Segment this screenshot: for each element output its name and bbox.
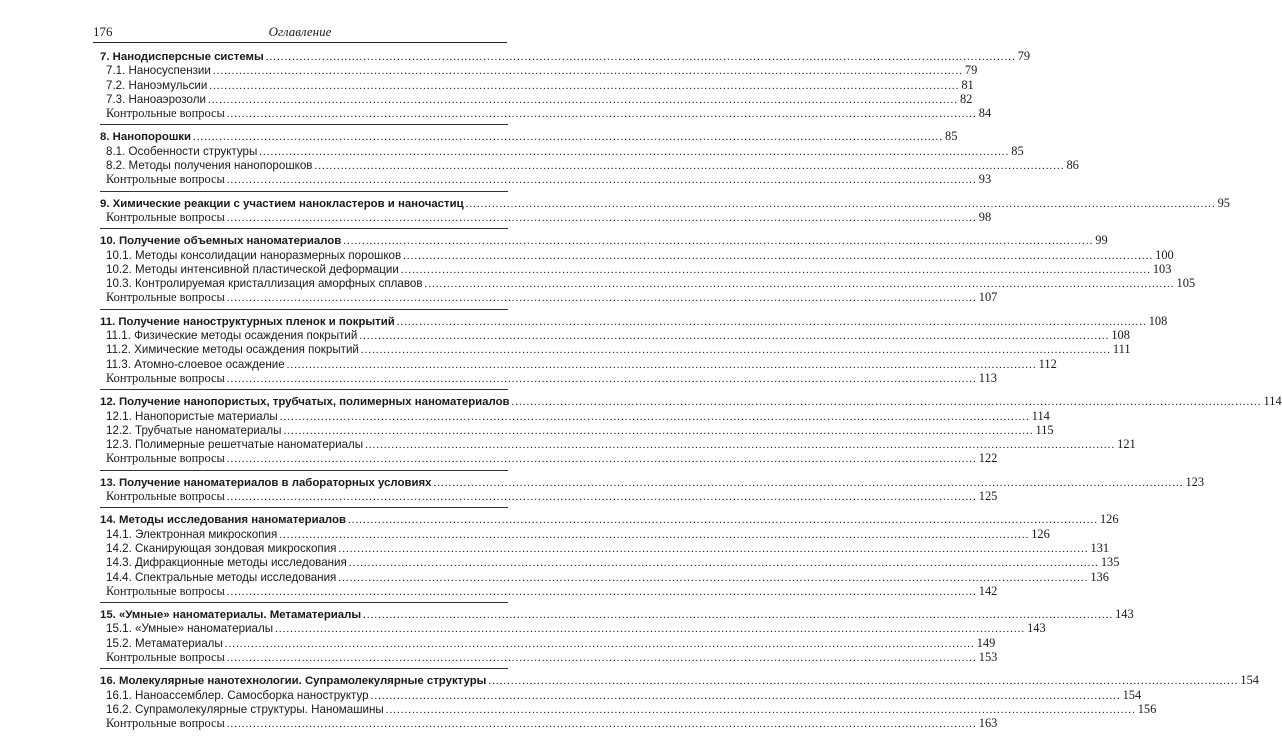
subsection-entry [100, 635, 996, 650]
review-questions-entry-page: 153 [978, 649, 998, 664]
subsection-entry-page: 86 [1066, 158, 1079, 173]
chapter-entry-page: 79 [1017, 49, 1031, 63]
dot-leader [425, 277, 1175, 291]
subsection-entry-label: 11.1. Физические методы осаждения покрытий [106, 329, 358, 343]
subsection-entry-label: 8.1. Особенности структуры [106, 144, 258, 158]
subsection-entry-label: 12.1. Нанопористые материалы [106, 409, 278, 423]
dot-leader [359, 329, 1109, 343]
subsection-entry-label: 14.4. Спектральные методы исследования [106, 570, 337, 584]
subsection-entry [100, 437, 1136, 452]
subsection-entry [100, 621, 1046, 636]
review-questions-entry-label: Контрольные вопросы [106, 209, 225, 224]
subsection-entry-label: 15.1. «Умные» наноматериалы [106, 622, 274, 636]
subsection-entry [100, 540, 1110, 555]
toc-section [100, 124, 1079, 187]
dot-leader [227, 211, 977, 225]
dot-leader [401, 263, 1151, 277]
subsection-entry [100, 569, 1109, 584]
review-questions-entry [100, 451, 998, 466]
chapter-entry [100, 607, 1134, 622]
review-questions-entry-page: 98 [978, 209, 992, 224]
subsection-entry-label: 14.3. Дифракционные методы исследования [106, 556, 347, 570]
subsection-entry-label: 7.1. Наносуспензии [106, 64, 211, 78]
subsection-entry-label: 14.1. Электронная микроскопия [106, 527, 278, 541]
toc-section [100, 389, 1282, 466]
chapter-entry [100, 195, 1230, 210]
subsection-entry-label: 7.2. Наноэмульсии [106, 78, 208, 92]
page-number: 176 [93, 24, 113, 39]
review-questions-entry-page: 107 [978, 290, 998, 305]
chapter-entry-page: 108 [1148, 313, 1168, 328]
review-questions-entry-label: Контрольные вопросы [106, 106, 225, 121]
dot-leader [338, 571, 1088, 585]
review-questions-entry-label: Контрольные вопросы [106, 290, 225, 305]
dot-leader [349, 556, 1099, 570]
dot-leader [227, 372, 977, 386]
chapter-entry [100, 474, 1205, 489]
dot-leader [283, 424, 1033, 438]
subsection-entry-page: 149 [976, 635, 996, 650]
chapter-entry-page: 114 [1263, 394, 1282, 409]
dot-leader [259, 145, 1009, 159]
toc-section [100, 228, 1196, 305]
subsection-entry [100, 276, 1196, 291]
toc-section [100, 668, 1259, 731]
chapter-entry [100, 49, 1031, 63]
dot-leader [397, 315, 1147, 329]
subsection-entry [100, 158, 1079, 173]
toc-section [100, 470, 1205, 504]
chapter-entry-page: 126 [1099, 512, 1119, 527]
subsection-entry-page: 114 [1031, 408, 1050, 423]
dot-leader [403, 249, 1153, 263]
subsection-entry-page: 82 [959, 91, 973, 106]
subsection-entry-label: 10.2. Методы интенсивной пластической деформации [106, 262, 399, 276]
review-questions-entry-page: 125 [978, 489, 998, 504]
subsection-entry [100, 77, 974, 92]
subsection-entry-page: 81 [961, 77, 974, 92]
subsection-entry [100, 687, 1142, 702]
subsection-entry-page: 111 [1112, 342, 1131, 357]
review-questions-entry-label: Контрольные вопросы [106, 370, 225, 385]
dot-leader [227, 651, 977, 665]
subsection-entry-label: 12.2. Трубчатые наноматериалы [106, 423, 282, 437]
chapter-entry-label: 12. Получение нанопористых, трубчатых, полимерных наноматериалов [100, 396, 510, 409]
subsection-entry [100, 261, 1172, 276]
toc-section [100, 309, 1168, 385]
dot-leader [371, 689, 1121, 703]
subsection-entry-label: 10.1. Методы консолидации наноразмерных порошков [106, 248, 402, 262]
chapter-entry [100, 313, 1168, 328]
subsection-entry-page: 126 [1031, 526, 1050, 541]
subsection-entry [100, 555, 1120, 570]
chapter-entry-page: 154 [1240, 673, 1259, 688]
review-questions-entry [100, 106, 992, 121]
chapter-entry-label: 9. Химические реакции с участием нанокластеров и наночастиц [100, 197, 464, 210]
review-questions-entry-label: Контрольные вопросы [106, 489, 225, 504]
dot-leader [466, 197, 1216, 211]
subsection-entry-page: 105 [1176, 276, 1196, 291]
review-questions-entry-page: 113 [978, 370, 997, 385]
page-header [93, 24, 507, 44]
review-questions-entry-label: Контрольные вопросы [106, 716, 225, 731]
dot-leader [266, 50, 1016, 64]
dot-leader [208, 93, 958, 107]
subsection-entry-page: 112 [1038, 356, 1057, 371]
subsection-entry [100, 91, 973, 106]
review-questions-entry-page: 142 [978, 583, 998, 598]
dot-leader [209, 79, 959, 93]
review-questions-entry [100, 370, 997, 385]
subsection-entry-label: 11.3. Атомно-слоевое осаждение [106, 357, 285, 371]
subsection-entry-label: 16.1. Наноассемблер. Самосборка наноструктур [106, 688, 369, 702]
dot-leader [348, 513, 1098, 527]
chapter-entry-label: 8. Нанопорошки [100, 131, 192, 144]
chapter-entry-page: 95 [1217, 195, 1230, 210]
dot-leader [361, 343, 1111, 357]
header-rule [93, 42, 507, 43]
dot-leader [227, 490, 977, 504]
chapter-entry-label: 11. Получение наноструктурных пленок и покрытий [100, 315, 395, 328]
dot-leader [193, 130, 943, 144]
subsection-entry-page: 136 [1090, 569, 1109, 584]
dot-leader [227, 452, 977, 466]
dot-leader [512, 395, 1262, 409]
subsection-entry-page: 154 [1122, 687, 1142, 702]
dot-leader [225, 637, 975, 651]
subsection-entry [100, 701, 1157, 716]
dot-leader [275, 622, 1025, 636]
chapter-entry [100, 233, 1108, 248]
toc-section [100, 191, 1230, 225]
subsection-entry [100, 342, 1131, 357]
subsection-entry-label: 8.2. Методы получения нанопорошков [106, 159, 313, 173]
subsection-entry [100, 328, 1130, 343]
subsection-entry [100, 526, 1050, 541]
review-questions-entry [100, 290, 998, 305]
subsection-entry-page: 135 [1100, 555, 1120, 570]
chapter-entry-page: 123 [1185, 474, 1205, 489]
dot-leader [227, 173, 977, 187]
subsection-entry-page: 85 [1011, 143, 1024, 158]
chapter-entry [100, 394, 1282, 409]
dot-leader [227, 291, 977, 305]
dot-leader [227, 585, 977, 599]
review-questions-entry [100, 209, 992, 224]
chapter-entry-label: 10. Получение объемных наноматериалов [100, 235, 342, 248]
review-questions-entry-label: Контрольные вопросы [106, 583, 225, 598]
toc-section [100, 602, 1134, 664]
subsection-entry-label: 14.2. Сканирующая зондовая микроскопия [106, 541, 337, 555]
subsection-entry [100, 143, 1024, 158]
dot-leader [488, 674, 1238, 688]
subsection-entry-page: 115 [1035, 422, 1054, 437]
subsection-entry-label: 12.3. Полимерные решетчатые наноматериалы [106, 438, 364, 452]
subsection-entry [100, 422, 1054, 437]
chapter-entry-page: 99 [1095, 233, 1108, 248]
dot-leader [227, 717, 977, 731]
subsection-entry-label: 11.2. Химические методы осаждения покрытий [106, 343, 359, 357]
subsection-entry [100, 247, 1174, 262]
review-questions-entry-page: 93 [978, 172, 992, 187]
review-questions-entry [100, 716, 998, 731]
dot-leader [386, 703, 1136, 717]
review-questions-entry-label: Контрольные вопросы [106, 649, 225, 664]
subsection-entry-page: 79 [964, 63, 978, 78]
review-questions-entry-page: 122 [978, 451, 998, 466]
chapter-entry-page: 143 [1115, 607, 1134, 622]
subsection-entry-label: 10.3. Контролируемая кристаллизация аморфных сплавов [106, 277, 423, 291]
subsection-entry-label: 15.2. Метаматериалы [106, 636, 223, 650]
dot-leader [213, 64, 963, 78]
review-questions-entry-label: Контрольные вопросы [106, 172, 225, 187]
subsection-entry-page: 143 [1027, 621, 1046, 636]
review-questions-entry [100, 172, 992, 187]
chapter-entry [100, 512, 1119, 527]
chapter-entry-label: 15. «Умные» наноматериалы. Метаматериалы [100, 609, 362, 622]
subsection-entry [100, 356, 1057, 371]
review-questions-entry-page: 84 [978, 106, 992, 121]
dot-leader [343, 234, 1093, 248]
dot-leader [363, 608, 1113, 622]
subsection-entry-page: 103 [1152, 261, 1172, 276]
dot-leader [365, 438, 1115, 452]
subsection-entry [100, 408, 1050, 423]
dot-leader [287, 358, 1037, 372]
chapter-entry-label: 7. Нанодисперсные системы [100, 51, 264, 63]
table-of-contents [100, 49, 1282, 734]
subsection-entry-page: 131 [1090, 540, 1110, 555]
running-title: Оглавление [268, 24, 332, 39]
review-questions-entry [100, 649, 998, 664]
dot-leader [227, 107, 977, 121]
review-questions-entry-page: 163 [978, 716, 998, 731]
dot-leader [338, 542, 1088, 556]
chapter-entry-label: 16. Молекулярные нанотехнологии. Супрамолекулярные структуры [100, 675, 487, 688]
chapter-entry-label: 14. Методы исследования наноматериалов [100, 514, 346, 527]
chapter-entry-page: 85 [945, 129, 958, 144]
chapter-entry-label: 13. Получение наноматериалов в лабораторных условиях [100, 476, 432, 489]
subsection-entry-page: 121 [1117, 437, 1136, 452]
toc-section [100, 507, 1120, 598]
dot-leader [279, 528, 1029, 542]
review-questions-entry [100, 489, 998, 504]
subsection-entry [100, 63, 978, 78]
review-questions-entry [100, 583, 998, 598]
subsection-entry-label: 16.2. Супрамолекулярные структуры. Наномашины [106, 702, 384, 716]
subsection-entry-page: 108 [1111, 328, 1130, 343]
chapter-entry [100, 673, 1259, 688]
dot-leader [433, 476, 1183, 490]
chapter-entry [100, 129, 958, 144]
subsection-entry-page: 100 [1155, 247, 1174, 262]
subsection-entry-label: 7.3. Наноаэрозоли [106, 92, 206, 106]
dot-leader [314, 159, 1064, 173]
toc-section [100, 49, 1031, 121]
subsection-entry-page: 156 [1137, 701, 1157, 716]
dot-leader [280, 410, 1030, 424]
review-questions-entry-label: Контрольные вопросы [106, 451, 225, 466]
